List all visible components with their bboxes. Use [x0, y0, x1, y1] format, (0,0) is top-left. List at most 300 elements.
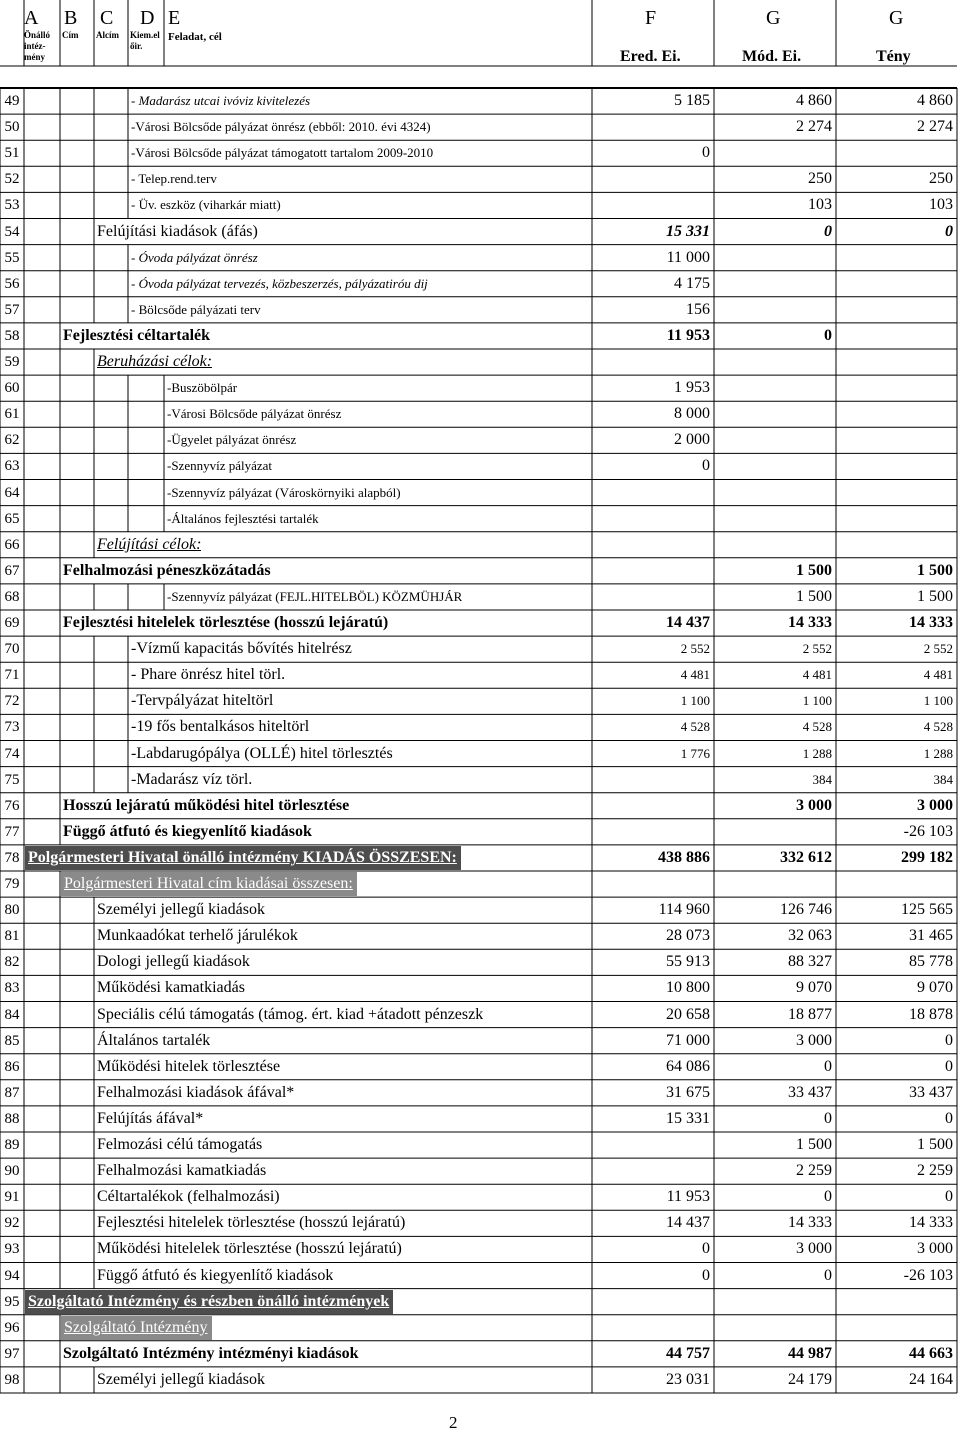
row-number: 63 [4, 458, 20, 475]
cell-f [592, 793, 710, 819]
table-row [0, 845, 960, 871]
table-row [0, 1289, 960, 1315]
cell-g: 3 000 [796, 1240, 832, 1258]
cell-g: 2 552 [802, 641, 832, 657]
cell-f: 14 437 [666, 614, 710, 631]
row-label: Működési kamatkiadás [97, 979, 245, 997]
cell-h: 3 000 [917, 1240, 953, 1258]
row-number: 58 [4, 327, 20, 344]
cell-f [592, 767, 710, 793]
cell-h [836, 871, 953, 897]
table-row [0, 1132, 960, 1158]
cell-h: -26 103 [903, 822, 953, 840]
page-number: 2 [449, 1413, 458, 1432]
cell-g: 1 500 [796, 561, 832, 579]
cell-g: 14 333 [788, 1214, 832, 1232]
table-row [0, 1236, 960, 1262]
row-number: 52 [4, 171, 20, 188]
row-number: 71 [4, 667, 20, 684]
row-number: 90 [4, 1163, 20, 1180]
cell-g [714, 297, 832, 323]
row-label: -19 fős bentalkásos hiteltörl [131, 718, 310, 736]
cell-f: 1 953 [674, 379, 710, 397]
cell-f [592, 506, 710, 532]
table-row [0, 1106, 960, 1132]
row-label: Működési hitelelek törlesztése (hosszú lejáratú) [97, 1240, 402, 1258]
table-row [0, 636, 960, 662]
cell-h [836, 323, 953, 349]
row-label: Fejlesztési céltartalék [63, 326, 211, 344]
cell-h: 4 860 [917, 92, 953, 109]
row-number: 84 [4, 1006, 20, 1023]
row-number: 95 [4, 1293, 20, 1310]
row-label: Személyi jellegű kiadások [97, 1370, 265, 1388]
cell-g [714, 480, 832, 506]
row-number: 89 [4, 1137, 20, 1153]
cell-f: 4 481 [680, 667, 710, 683]
row-number: 91 [4, 1189, 20, 1206]
row-label: Felhalmozási péneszközátadás [63, 561, 271, 579]
cell-f [592, 1289, 710, 1315]
row-label: Szolgáltató Intézmény [61, 1316, 212, 1340]
cell-f: 11 000 [666, 248, 710, 266]
cell-h [836, 401, 953, 427]
row-number: 94 [4, 1267, 20, 1284]
cell-g: 3 000 [796, 1031, 832, 1049]
cell-f: 55 913 [666, 953, 710, 971]
cell-g: 1 288 [802, 745, 832, 761]
cell-g: 126 746 [780, 901, 832, 919]
table-row [0, 1263, 960, 1289]
cell-g: 4 860 [796, 92, 832, 109]
table-row [0, 819, 960, 845]
row-number: 87 [4, 1084, 20, 1101]
table-row [0, 1184, 960, 1210]
row-label: - Phare önrész hitel törl. [131, 666, 286, 684]
cell-g [714, 140, 832, 166]
table-row [0, 375, 960, 401]
row-label: -Általános fejlesztési tartalék [167, 510, 319, 526]
cell-g: 1 100 [802, 693, 832, 709]
table-row [0, 741, 960, 767]
row-label: Függő átfutó és kiegyenlítő kiadások [63, 822, 312, 840]
row-label: Fejlesztési hitelelek törlesztése (hosszú lejáratú) [63, 614, 389, 631]
col-d-letter: D [140, 7, 155, 29]
cell-f: 1 776 [680, 745, 710, 761]
cell-f: 2 552 [680, 641, 710, 657]
row-number: 68 [4, 588, 20, 605]
row-label: Szolgáltató Intézmény intézményi kiadások [63, 1344, 359, 1362]
cell-f: 44 757 [666, 1344, 710, 1362]
cell-h: 24 164 [909, 1370, 953, 1388]
cell-g: 103 [808, 196, 832, 214]
row-label: Polgármesteri Hivatal önálló intézmény KIADÁS ÖSSZESEN: [25, 846, 461, 870]
cell-f: 20 658 [666, 1005, 710, 1023]
col-g-letter: G [766, 7, 781, 29]
cell-h: 0 [945, 222, 953, 240]
cell-g: 250 [808, 170, 832, 188]
cell-f: 14 437 [666, 1214, 710, 1232]
row-number: 77 [4, 823, 20, 840]
cell-h [836, 245, 953, 271]
cell-h: 1 100 [923, 693, 953, 709]
table-row [0, 219, 960, 245]
row-label: Dologi jellegű kiadások [97, 953, 250, 971]
cell-f: 156 [686, 300, 710, 318]
row-label: -Tervpályázat hiteltörl [131, 692, 274, 710]
cell-f: 31 675 [666, 1083, 710, 1101]
table-row [0, 140, 960, 166]
col-f-sub: Ered. Ei. [620, 48, 681, 65]
row-number: 57 [4, 301, 20, 318]
row-number: 83 [4, 980, 20, 997]
row-label: Fejlesztési hitelelek törlesztése (hosszú lejáratú) [97, 1214, 406, 1232]
row-number: 85 [4, 1032, 20, 1049]
table-row [0, 323, 960, 349]
row-label: -Városi Bölcsőde pályázat önrész [167, 406, 342, 422]
col-c-letter: C [100, 7, 114, 29]
cell-f [592, 584, 710, 610]
table-row [0, 1028, 960, 1054]
col-b-letter: B [64, 7, 78, 29]
row-label: - Óvoda pályázat önrész [131, 249, 258, 265]
cell-g: 0 [824, 1109, 832, 1127]
cell-f: 4 175 [674, 274, 710, 292]
cell-g [714, 506, 832, 532]
row-label: - Bölcsőde pályázati terv [131, 301, 261, 317]
cell-f [592, 871, 710, 897]
row-label: Függő átfutó és kiegyenlítő kiadások [97, 1266, 334, 1284]
table-row [0, 662, 960, 688]
row-number: 92 [4, 1215, 20, 1232]
table-row [0, 871, 960, 897]
row-number: 50 [4, 119, 20, 136]
cell-h [836, 1315, 953, 1341]
cell-h: 31 465 [909, 927, 953, 945]
row-label: -Ügyelet pályázat önrész [167, 432, 297, 448]
row-label: Polgármesteri Hivatal cím kiadásai összesen: [61, 872, 357, 896]
col-c-sub: Alcím [96, 30, 119, 40]
row-number: 81 [4, 928, 20, 945]
row-number: 76 [4, 797, 20, 814]
cell-g [714, 871, 832, 897]
cell-g [714, 245, 832, 271]
table-row [0, 610, 960, 636]
row-label: -Szennyvíz pályázat [167, 458, 273, 474]
cell-h: 85 778 [909, 953, 953, 971]
row-number: 55 [4, 249, 20, 266]
row-number: 53 [4, 197, 20, 214]
row-number: 79 [4, 876, 20, 892]
cell-g [714, 427, 832, 453]
row-label: Felújítási kiadások (áfás) [97, 222, 258, 240]
cell-f: 10 800 [666, 979, 710, 997]
table-row [0, 688, 960, 714]
row-number: 82 [4, 954, 20, 971]
cell-h: 4 481 [923, 667, 953, 683]
row-number: 59 [4, 354, 20, 370]
row-number: 62 [4, 432, 20, 449]
table-row [0, 427, 960, 453]
cell-g: 9 070 [796, 979, 832, 997]
cell-g [714, 1315, 832, 1341]
row-label: Hosszú lejáratú működési hitel törlesztése [63, 796, 350, 814]
cell-g: 384 [812, 771, 832, 787]
table-row [0, 1054, 960, 1080]
row-label: Speciális célú támogatás (támog. ért. kiad +átadott pénzeszk [97, 1005, 484, 1023]
cell-f: 0 [702, 1266, 710, 1284]
table-row [0, 1002, 960, 1028]
cell-g: 0 [824, 326, 832, 344]
cell-h [836, 453, 953, 479]
table-row [0, 506, 960, 532]
row-label: -Madarász víz törl. [131, 770, 253, 788]
row-number: 67 [4, 562, 20, 579]
row-label: Felújítási célok: [97, 535, 202, 553]
cell-f: 1 100 [680, 693, 710, 709]
row-label: - Madarász utcai ivóviz kivitelezés [131, 93, 311, 108]
row-label: -Labdarugópálya (OLLÉ) hitel törlesztés [131, 744, 393, 762]
cell-f [592, 558, 710, 584]
cell-g: 1 500 [796, 1136, 832, 1153]
table-row [0, 192, 960, 218]
cell-f: 5 185 [674, 92, 710, 109]
cell-h: 250 [929, 170, 953, 188]
table-row [0, 714, 960, 740]
col-g-sub: Mód. Ei. [742, 48, 802, 65]
cell-h: 1 288 [923, 745, 953, 761]
cell-h: 9 070 [917, 979, 953, 997]
table-row [0, 245, 960, 271]
cell-f [592, 1315, 710, 1341]
table-row [0, 532, 960, 558]
cell-h [836, 480, 953, 506]
table-row [0, 297, 960, 323]
cell-h [836, 140, 953, 166]
cell-h: 44 663 [909, 1344, 953, 1362]
cell-h: 0 [945, 1109, 953, 1127]
row-number: 97 [4, 1345, 20, 1362]
row-number: 86 [4, 1058, 20, 1075]
cell-h: 1 500 [917, 587, 953, 605]
cell-h: 18 878 [909, 1005, 953, 1023]
cell-h: 299 182 [901, 848, 953, 866]
cell-f [592, 532, 710, 558]
row-label: -Szennyvíz pályázat (Városkörnyiki alapból) [167, 484, 401, 500]
row-number: 72 [4, 693, 20, 710]
table-row [0, 271, 960, 297]
cell-g: 4 528 [802, 719, 832, 735]
cell-h [836, 271, 953, 297]
cell-g [714, 819, 832, 845]
table-row [0, 949, 960, 975]
row-number: 96 [4, 1319, 20, 1336]
row-number: 61 [4, 406, 20, 423]
cell-g: 3 000 [796, 796, 832, 814]
cell-g: 332 612 [780, 848, 832, 866]
cell-f [592, 819, 710, 845]
cell-g: 18 877 [788, 1005, 832, 1023]
table-row [0, 1210, 960, 1236]
table-row [0, 897, 960, 923]
cell-g [714, 532, 832, 558]
table-row [0, 1367, 960, 1393]
cell-f: 0 [702, 144, 710, 162]
row-label: Működési hitelek törlesztése [97, 1057, 281, 1075]
table-row [0, 767, 960, 793]
cell-g [714, 401, 832, 427]
cell-g: 32 063 [788, 927, 832, 945]
cell-f: 0 [702, 457, 710, 475]
table-row [0, 349, 960, 375]
col-a-letter: A [24, 7, 39, 29]
cell-f [592, 1158, 710, 1184]
cell-g [714, 375, 832, 401]
col-e-letter: E [168, 7, 181, 29]
row-label: -Városi Bölcsőde pályázat önrész (ebből: 2010. évi 4324) [131, 119, 431, 135]
row-label: Felmozási célú támogatás [97, 1136, 263, 1153]
cell-h: 2 259 [917, 1162, 953, 1180]
cell-f: 4 528 [680, 719, 710, 735]
cell-h [836, 506, 953, 532]
table-row [0, 453, 960, 479]
cell-h: 3 000 [917, 796, 953, 814]
cell-g: 0 [824, 1188, 832, 1206]
cell-f [592, 192, 710, 218]
row-number: 80 [4, 902, 20, 919]
table-row [0, 88, 960, 114]
cell-g: 24 179 [788, 1370, 832, 1388]
row-number: 75 [4, 771, 20, 788]
cell-g: 0 [824, 222, 832, 240]
row-number: 93 [4, 1241, 20, 1258]
cell-f: 2 000 [674, 431, 710, 449]
cell-f [592, 114, 710, 140]
col-h-sub: Tény [876, 48, 911, 65]
col-g2-letter: G [889, 7, 904, 29]
table-row [0, 1080, 960, 1106]
cell-h: 0 [945, 1188, 953, 1206]
cell-g [714, 1289, 832, 1315]
row-number: 54 [4, 223, 20, 240]
row-label: - Óvoda pályázat tervezés, közbeszerzés, pályázatiróu dij [131, 275, 428, 291]
cell-h: 14 333 [909, 1214, 953, 1232]
cell-f: 114 960 [658, 901, 710, 919]
row-number: 49 [4, 93, 20, 109]
table-row [0, 401, 960, 427]
table-row [0, 558, 960, 584]
cell-h: -26 103 [903, 1266, 953, 1284]
cell-h: 2 274 [917, 118, 953, 136]
cell-f: 11 953 [666, 1188, 710, 1206]
table-row [0, 1158, 960, 1184]
col-d-sub: Kiem.el őir. [130, 30, 160, 51]
cell-h [836, 427, 953, 453]
cell-f: 28 073 [666, 927, 710, 945]
table-row [0, 480, 960, 506]
row-label: - Üv. eszköz (viharkár miatt) [131, 197, 281, 213]
cell-g: 2 274 [796, 118, 832, 136]
col-a-sub: Önálló intéz-mény [24, 30, 51, 62]
cell-f: 71 000 [666, 1031, 710, 1049]
table-row [0, 114, 960, 140]
cell-g: 88 327 [788, 953, 832, 971]
cell-g: 14 333 [788, 614, 832, 631]
cell-f: 11 953 [666, 326, 710, 344]
table-row [0, 1315, 960, 1341]
cell-g: 33 437 [788, 1083, 832, 1101]
row-number: 98 [4, 1371, 20, 1388]
cell-h: 1 500 [917, 1136, 953, 1153]
row-number: 56 [4, 275, 20, 292]
cell-f [592, 166, 710, 192]
row-number: 73 [4, 719, 20, 736]
cell-h: 0 [945, 1057, 953, 1075]
row-label: Felhalmozási kiadások áfával* [97, 1083, 295, 1101]
cell-f: 8 000 [674, 405, 710, 423]
cell-g [714, 349, 832, 375]
row-label: Személyi jellegű kiadások [97, 901, 265, 919]
cell-h: 2 552 [923, 641, 953, 657]
row-label: -Vízmű kapacitás bővítés hitelrész [131, 640, 352, 658]
row-label: Beruházási célok: [97, 353, 213, 370]
row-number: 51 [4, 145, 20, 162]
cell-g: 0 [824, 1057, 832, 1075]
col-e-sub: Feladat, cél [168, 31, 222, 43]
row-number: 60 [4, 380, 20, 397]
table-row [0, 166, 960, 192]
cell-f: 64 086 [666, 1057, 710, 1075]
cell-g: 44 987 [788, 1344, 832, 1362]
cell-h: 1 500 [917, 561, 953, 579]
cell-h [836, 375, 953, 401]
cell-h [836, 349, 953, 375]
cell-g: 4 481 [802, 667, 832, 683]
cell-h: 33 437 [909, 1083, 953, 1101]
row-label: Munkaadókat terhelő járulékok [97, 927, 298, 945]
cell-f [592, 1132, 710, 1158]
table-row [0, 923, 960, 949]
cell-f: 15 331 [666, 222, 710, 240]
row-label: -Városi Bölcsőde pályázat támogatott tartalom 2009-2010 [131, 145, 434, 161]
table-row [0, 975, 960, 1001]
row-number: 70 [4, 641, 20, 658]
row-number: 78 [4, 849, 20, 866]
row-number: 74 [4, 745, 20, 762]
cell-h: 103 [929, 196, 953, 214]
cell-f [592, 480, 710, 506]
cell-f: 23 031 [666, 1370, 710, 1388]
cell-g: 0 [824, 1266, 832, 1284]
row-number: 66 [4, 536, 20, 553]
row-label: Céltartalékok (felhalmozási) [97, 1188, 280, 1206]
cell-f: 15 331 [666, 1109, 710, 1127]
table-row [0, 1341, 960, 1367]
cell-h: 384 [933, 771, 953, 787]
row-label: Szolgáltató Intézmény és részben önálló intézmények [25, 1290, 393, 1314]
cell-f [592, 349, 710, 375]
col-f-letter: F [645, 7, 657, 29]
cell-f: 438 886 [658, 848, 710, 866]
cell-g: 2 259 [796, 1162, 832, 1180]
cell-f: 0 [702, 1240, 710, 1258]
cell-g: 1 500 [796, 587, 832, 605]
row-label: Általános tartalék [97, 1031, 211, 1049]
row-number: 64 [4, 484, 20, 501]
cell-g [714, 453, 832, 479]
cell-g [714, 271, 832, 297]
cell-h: 4 528 [923, 719, 953, 735]
